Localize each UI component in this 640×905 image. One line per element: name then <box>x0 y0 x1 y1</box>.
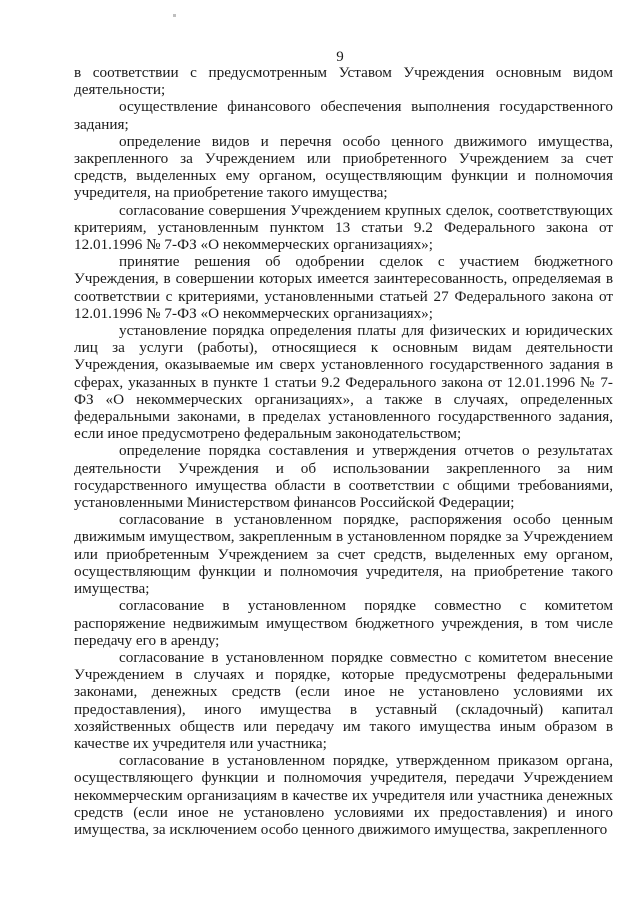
document-body <box>74 64 613 838</box>
paragraph-1: в соответствии с предусмотренным Уставом Учреждения основным видом деятельности; <box>74 64 613 99</box>
scan-mark <box>173 14 176 17</box>
paragraph-10: согласование в установленном порядке совместно с комитетом внесение Учреждением в случаях и порядке, которые предусмотрены федеральными законами, денежных средств (если иное не установлено условиями их предоставления), иного имущества в уставный (складочный) капитал хозяйственных обществ или передачу им такого имущества иным образом в качестве их учредителя или участника; <box>74 648 613 752</box>
paragraph-8: согласование в установленном порядке, распоряжения особо ценным движимым имуществом, закрепленным в установленном порядке за Учреждением или приобретенным Учреждением за счет средств, выделенных ему органом, осуществляющим функции и полномочия учредителя, на приобретение такого имущества; <box>74 511 613 598</box>
paragraph-6: установление порядка определения платы для физических и юридических лиц за услуги (работы), относящиеся к основным видам деятельности Учреждения, оказываемые им сверх установленного государственного задания в сферах, указанных в пункте 1 статьи 9.2 Федерального закона от 12.01.1996 № 7-ФЗ «О некоммерческих организациях», а также в случаях, определенных федеральными законами, в пределах установленного государственного задания, если иное предусмотрено федеральным законодательством; <box>74 322 613 443</box>
paragraph-3: определение видов и перечня особо ценного движимого имущества, закрепленного за Учреждением или приобретенного Учреждением за счет средств, выделенных ему органом, осуществляющим функции и полномочия учредителя, на приобретение такого имущества; <box>74 132 613 202</box>
paragraph-5: принятие решения об одобрении сделок с участием бюджетного Учреждения, в совершении которых имеется заинтересованность, определяемая в соответствии с критериями, установленными статьей 27 Федерального закона от 12.01.1996 № 7-ФЗ «О некоммерческих организациях»; <box>74 253 613 322</box>
paragraph-4: согласование совершения Учреждением крупных сделок, соответствующих критериям, установленным пунктом 13 статьи 9.2 Федерального закона от 12.01.1996 № 7-ФЗ «О некоммерческих организациях»; <box>74 201 613 254</box>
paragraph-9: согласование в установленном порядке совместно с комитетом распоряжение недвижимым имуществом бюджетного учреждения, в том числе передачу его в аренду; <box>74 597 613 649</box>
paragraph-11: согласование в установленном порядке, утвержденном приказом органа, осуществляющего функции и полномочия учредителя, передачи Учреждением некоммерческим организациям в качестве их учредителя или участника денежных средств (если иное не установлено условиями их предоставления) и иного имущества, за исключением особо ценного движимого имущества, закрепленного <box>74 752 613 838</box>
page-number: 9 <box>336 49 344 65</box>
paragraph-2: осуществление финансового обеспечения выполнения государственного задания; <box>74 98 613 133</box>
paragraph-7: определение порядка составления и утверждения отчетов о результатах деятельности Учреждения и об использовании закрепленного за ним государственного имущества области в соответствии с общими требованиями, установленными Министерством финансов Российской Федерации; <box>74 442 613 512</box>
